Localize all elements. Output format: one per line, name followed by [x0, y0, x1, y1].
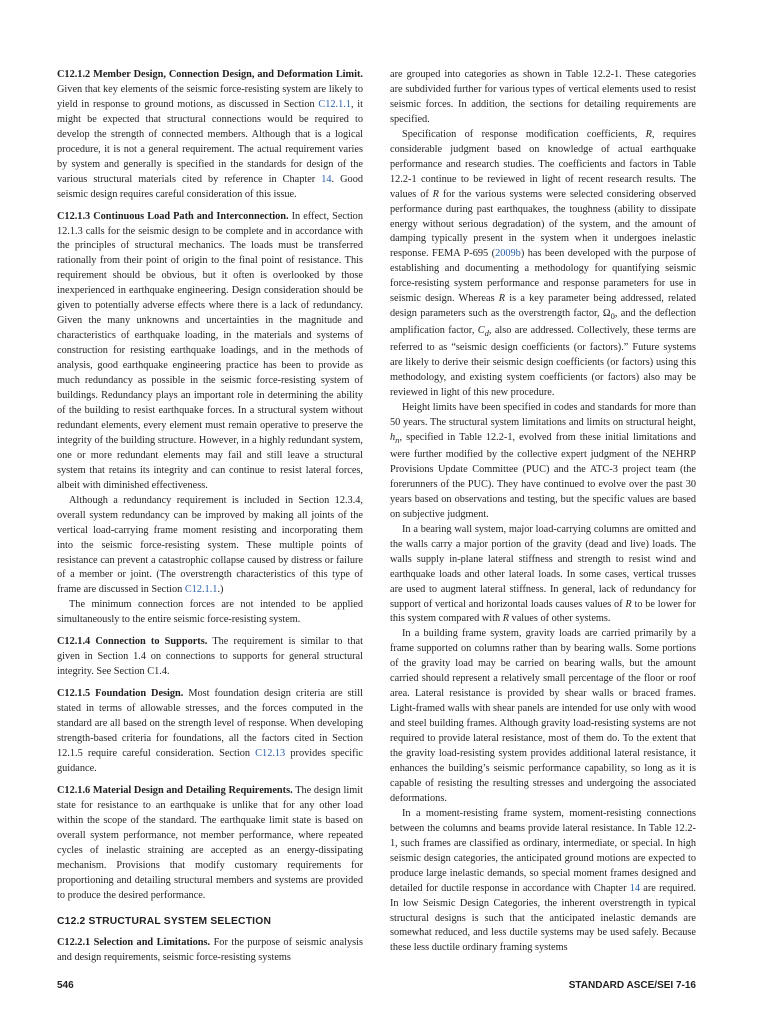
paragraph-categories: are grouped into categories as shown in Table 12.2-1. These categories are subdivided further for various types of vertical elements used to resist seismic forces. In addition, the sections for detailing requirements are specified.: [390, 69, 696, 125]
symbol-r: R: [502, 613, 509, 625]
body-text: Most foundation design criteria are still stated in terms of allowable stresses, and the forces computed in the standard are all based on the strength level of response. When developing strength-based criteria for foundations, all the factors cited in Section 12.1.5 require careful consideration. Section: [57, 688, 363, 759]
symbol-r: R: [432, 188, 439, 200]
body-text: provides specific guidance.: [57, 747, 363, 774]
symbol-cd: C: [477, 325, 485, 337]
section-heading-c12-2: C12.2 STRUCTURAL SYSTEM SELECTION: [57, 916, 272, 928]
body-text: values of other systems.: [508, 613, 611, 625]
paragraph-c12-1-3: [57, 210, 363, 494]
paragraph-moment-frame: [390, 807, 696, 957]
body-text: Specification of response modification coefficients,: [402, 128, 646, 140]
body-text: , requires considerable judgment based on knowledge of actual earthquake performance and research studies. The coefficients and factors in Table 12.2-1 continue to be reviewed in light of recent research results. The values of: [390, 128, 696, 200]
body-text: , specified in Table 12.2-1, evolved from these initial limitations and were further modified by the collective expert judgment of the NEHRP Provisions Update Committee (PUC) and the ATC-3 project team (the forerunners of the PUC). They have continued to evolve over the past 30 years based on observations and testing, but the specific values are based on subjective judgment.: [390, 431, 696, 520]
paragraph-c12-2-1: [57, 936, 363, 966]
paragraph-c12-1-6: [57, 784, 363, 904]
symbol-r: R: [625, 598, 632, 610]
heading-c12-1-2: C12.1.2 Member Design, Connection Design, and Deformation Limit.: [57, 69, 363, 80]
heading-c12-1-6: C12.1.6 Material Design and Detailing Requirements.: [57, 784, 293, 796]
left-column: [57, 68, 363, 966]
paragraph-building-frame: In a building frame system, gravity loads are carried primarily by a frame supported on columns rather than by bearing walls. Some portions of the gravity load may be carried on bearing walls, but the amount carried should represent a relatively small percentage of the floor or roof area. Lateral resistance is provided by shear walls or braced frames. Light-framed walls with shear panels are intended for use only with wood and steel building frames. Although gravity load-resisting systems are not required to provide lateral resistance, most of them do. To the extent that the gravity load-resisting system provides additional lateral resistance, it enhances the building’s seismic performance capability, so long as it is capable of resisting the resulting stresses and undergoing the associated deformations.: [390, 628, 696, 804]
page-number: 546: [57, 980, 74, 991]
symbol-r: R: [645, 128, 652, 140]
standard-title: STANDARD ASCE/SEI 7-16: [568, 980, 696, 991]
heading-c12-1-5: C12.1.5 Foundation Design.: [57, 688, 184, 700]
paragraph-bearing-wall: [390, 523, 696, 628]
body-text: In a moment-resisting frame system, moment-resisting connections between the columns and beams provide lateral resistance. In Table 12.2-1, such frames are classified as ordinary, intermediate, or special. In high seismic design categories, the anticipated ground motions are expected to produce large inelastic demands, so special moment frames designed and detailed for ductile response in accordance with Chapter: [390, 807, 696, 894]
body-text: for the various systems were selected considering observed performance during past earthquakes, the toughness (ability to dissipate energy without serious degradation) of the system, and the amount of damping typically present in the system when it undergoes inelastic response. FEMA P-695 (: [390, 188, 696, 260]
symbol-r: R: [498, 293, 506, 305]
paragraph-redundancy: [57, 494, 363, 599]
hn-subscript: n: [395, 435, 400, 446]
body-text: . Good seismic design requires careful consideration of this issue.: [57, 173, 363, 200]
right-column: [390, 68, 696, 956]
body-text: is a key parameter being addressed, related design parameters such as the overstrength factor, Ω: [390, 293, 696, 320]
paragraph-c12-1-2: [57, 68, 363, 203]
reference-link-2009b[interactable]: 2009b: [495, 248, 521, 260]
body-text: , also are addressed. Collectively, these terms are referred to as “seismic design coefficients (or factors).” Future systems are likely to derive their seismic design coefficients (or factors) using this methodology, and existing system coefficients (or factors) also may be reviewed in light of this new procedure.: [390, 325, 697, 399]
paragraph-c12-1-4: [57, 635, 363, 680]
body-text: ) has been developed with the purpose of establishing and documenting a methodology for quantifying seismic force-resisting system performance and response parameters for use in seismic design. Whereas: [390, 248, 696, 305]
section-link-c12-13[interactable]: C12.13: [255, 747, 286, 759]
body-text: Given that key elements of the seismic force-resisting system are likely to yield in response to ground motions, as discussed in Section: [57, 83, 363, 110]
symbol-hn: h: [390, 431, 396, 443]
paragraph-min-connection: The minimum connection forces are not intended to be applied simultaneously to the entire seismic force-resisting system.: [57, 599, 363, 626]
paragraph-height-limits: [390, 401, 696, 523]
body-text: .): [217, 584, 224, 596]
body-text: , it might be expected that structural connections would be required to develop the strength of connected members. Although that is a logical procedure, it is not a general requirement. The actual requirement varies by system and generally is specified in the standards for design of the various structural materials cited by reference in Chapter: [57, 98, 363, 185]
body-text: to be lower for this system compared with: [390, 598, 696, 625]
chapter-link-14[interactable]: 14: [629, 882, 641, 894]
chapter-link-14[interactable]: 14: [321, 173, 332, 185]
section-link-c12-1-1[interactable]: C12.1.1: [318, 98, 352, 110]
body-text: In a bearing wall system, major load-carrying columns are omitted and the walls carry a major portion of the gravity (dead and live) loads. The walls supply in-plane lateral stiffness and strength to resist wind and earthquake loads and other lateral loads. In some cases, vertical trusses are used to augment lateral stiffness. In general, lack of redundancy for support of vertical and horizontal loads causes values of: [390, 523, 696, 610]
body-text: are required. In low Seismic Design Categories, the inherent overstrength in typical structural designs is such that the anticipated inelastic demands are somewhat reduced, and less ductile systems may be used safely. Because these less ductile ordinary framing systems: [390, 882, 696, 954]
heading-c12-1-3: C12.1.3 Continuous Load Path and Interconnection.: [57, 210, 289, 222]
body-text: Height limits have been specified in codes and standards for more than 50 years. The structural system limitations and limits on structural height,: [390, 402, 696, 429]
body-text: For the purpose of seismic analysis and design requirements, seismic force-resisting systems: [57, 937, 363, 964]
paragraph-c12-1-5: [57, 687, 363, 777]
section-link-c12-1-1[interactable]: C12.1.1: [184, 584, 218, 596]
omega-subscript: 0: [610, 311, 615, 322]
body-text: The requirement is similar to that given in Section 1.4 on connections to supports for general structural integrity. See Section C1.4.: [57, 636, 363, 678]
body-text: Although a redundancy requirement is included in Section 12.3.4, overall system redundancy can be improved by making all joints of the vertical load-carrying frame moment resisting and incorporating them into the seismic force-resisting system. These multiple points of resistance can prevent a catastrophic collapse caused by distress or failure of a member or joint. (The overstrength characteristics of this type of frame are discussed in Section: [57, 494, 363, 596]
body-text: , and the deflection amplification factor,: [390, 308, 697, 337]
heading-c12-1-4: C12.1.4 Connection to Supports.: [57, 636, 208, 648]
paragraph-response-modification: [390, 128, 696, 401]
body-text: The design limit state for resistance to an earthquake is unlike that for any other load within the scope of the standard. The earthquake limit state is based on overall system performance, not member performance, where repeated cycles of inelastic straining are accepted as an energy-dissipating mechanism. Provisions that modify customary requirements for proportioning and detailing structural members and systems are provided to produce the desired performance.: [57, 784, 363, 901]
heading-c12-2-1: C12.2.1 Selection and Limitations.: [57, 937, 211, 949]
page-footer: [57, 980, 696, 994]
cd-subscript: d: [484, 328, 489, 339]
body-text: In effect, Section 12.1.3 calls for the seismic design to be complete and in accordance with the principles of structural mechanics. The loads must be transferred rationally from their point of origin to the final point of resistance. This requirement should be obvious, but it often is overlooked by those inexperienced in earthquake engineering. Design consideration should be given to potentially adverse effects where there is a lack of redundancy. Given the many unknowns and uncertainties in the magnitude and characteristics of earthquake loading, in the materials and systems of construction for resisting earthquake loadings, and in the methods of analysis, good earthquake engineering practice has been to provide as much redundancy as possible in the seismic force-resisting system of buildings. Redundancy plays an important role in determining the ability of the building to resist earthquake forces. In a structural system without redundant elements, every element must remain operative to preserve the integrity of the building structure. However, in a highly redundant system, one or more redundant elements may fail and still leave a structural system that retains its integrity and can continue to resist lateral forces, albeit with diminished effectiveness.: [57, 210, 363, 491]
